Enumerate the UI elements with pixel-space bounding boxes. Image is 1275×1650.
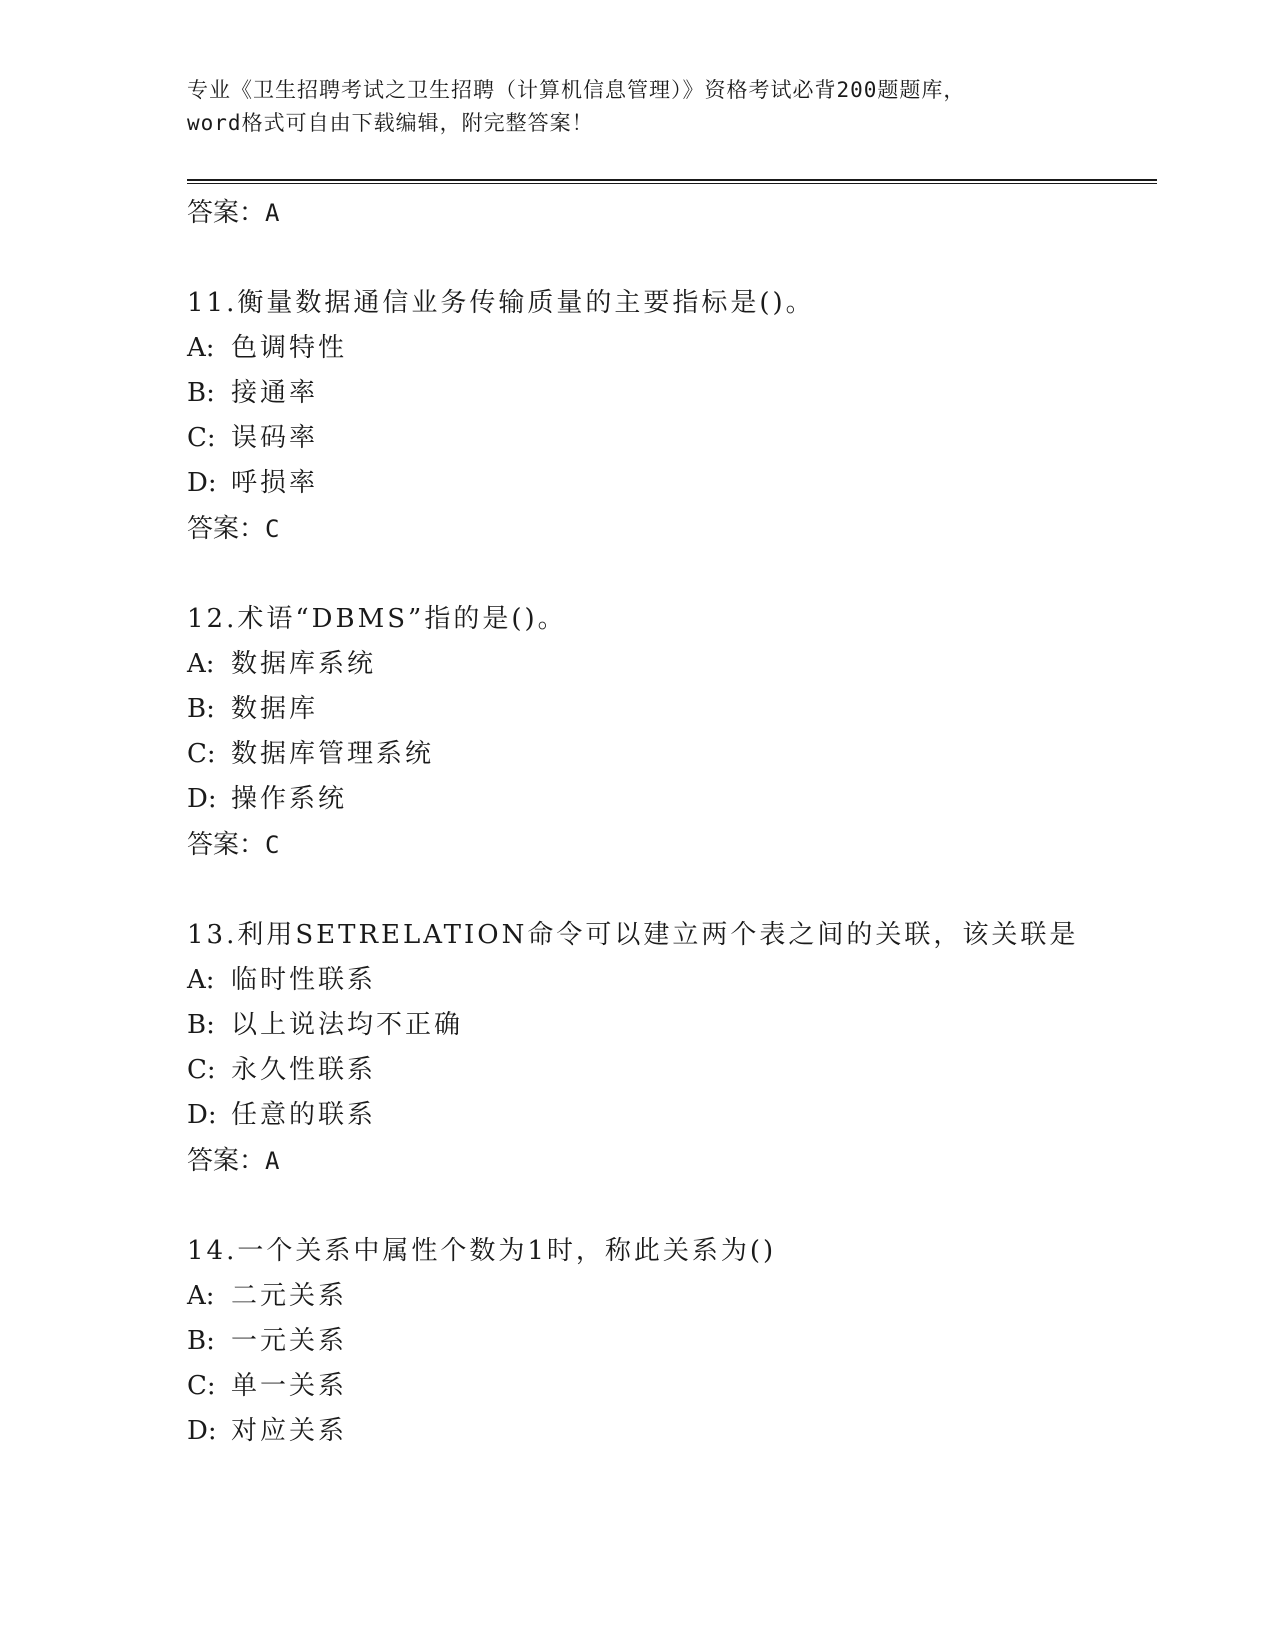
option-c [187,1048,1157,1093]
option-text: 任意的联系 [231,1100,377,1130]
option-c [187,732,1157,777]
answer-line [187,506,1157,552]
option-text: 数据库管理系统 [231,739,435,769]
answer-value: A [265,199,280,227]
option-text: 操作系统 [231,784,348,814]
spacer [187,1184,1157,1228]
option-c [187,1364,1157,1409]
option-key: B: [187,1326,215,1356]
option-d [187,1093,1157,1138]
spacer [187,236,1157,280]
answer-label: 答案： [187,1146,266,1176]
option-key: D: [187,468,217,498]
option-text: 一元关系 [231,1326,348,1356]
option-text: 以上说法均不正确 [231,1010,464,1040]
option-d [187,1409,1157,1454]
answer-label: 答案： [187,514,266,544]
option-key: A: [187,649,215,679]
option-b [187,687,1157,732]
option-key: C: [187,423,216,453]
header-rule-thick [187,179,1157,181]
answer-label: 答案： [187,198,266,228]
option-key: D: [187,1100,217,1130]
option-text: 数据库系统 [231,649,377,679]
option-b [187,371,1157,416]
option-text: 永久性联系 [231,1055,377,1085]
option-text: 对应关系 [231,1416,348,1446]
question-text: 14.一个关系中属性个数为1时，称此关系为() [187,1236,777,1266]
option-key: A: [187,333,215,363]
answer-label: 答案： [187,830,266,860]
header-rule-thin [187,183,1157,184]
option-key: D: [187,784,217,814]
option-b [187,1319,1157,1364]
option-key: C: [187,1371,216,1401]
spacer [187,868,1157,912]
option-d [187,461,1157,506]
option-a [187,642,1157,687]
option-a [187,958,1157,1003]
question-text: 11.衡量数据通信业务传输质量的主要指标是()。 [187,288,815,318]
answer-value: A [265,1147,280,1175]
answer-value: C [265,515,280,543]
option-text: 色调特性 [231,333,348,363]
option-text: 临时性联系 [231,965,377,995]
option-text: 数据库 [231,694,319,724]
option-key: D: [187,1416,217,1446]
option-key: C: [187,739,216,769]
option-a [187,1274,1157,1319]
question-text: 12.术语“DBMS”指的是()。 [187,604,567,634]
option-a [187,326,1157,371]
option-key: B: [187,1010,215,1040]
option-b [187,1003,1157,1048]
header-line-1: 专业《卫生招聘考试之卫生招聘（计算机信息管理）》资格考试必背200题题库， [187,78,966,102]
spacer [187,552,1157,596]
option-text: 误码率 [231,423,319,453]
option-text: 单一关系 [231,1371,348,1401]
answer-line [187,1138,1157,1184]
option-c [187,416,1157,461]
option-key: B: [187,694,215,724]
option-key: C: [187,1055,216,1085]
question-text: 13.利用SETRELATION命令可以建立两个表之间的关联，该关联是 [187,920,1079,950]
option-key: A: [187,965,215,995]
answer-line [187,190,1157,236]
option-key: B: [187,378,215,408]
answer-line [187,822,1157,868]
option-d [187,777,1157,822]
header-line-2: word格式可自由下载编辑，附完整答案！ [187,111,594,135]
option-text: 接通率 [231,378,319,408]
option-text: 二元关系 [231,1281,348,1311]
option-key: A: [187,1281,215,1311]
question-list [187,190,1157,1454]
option-text: 呼损率 [231,468,319,498]
document-header [187,74,1087,140]
document-page [187,0,1157,1650]
answer-value: C [265,831,280,859]
